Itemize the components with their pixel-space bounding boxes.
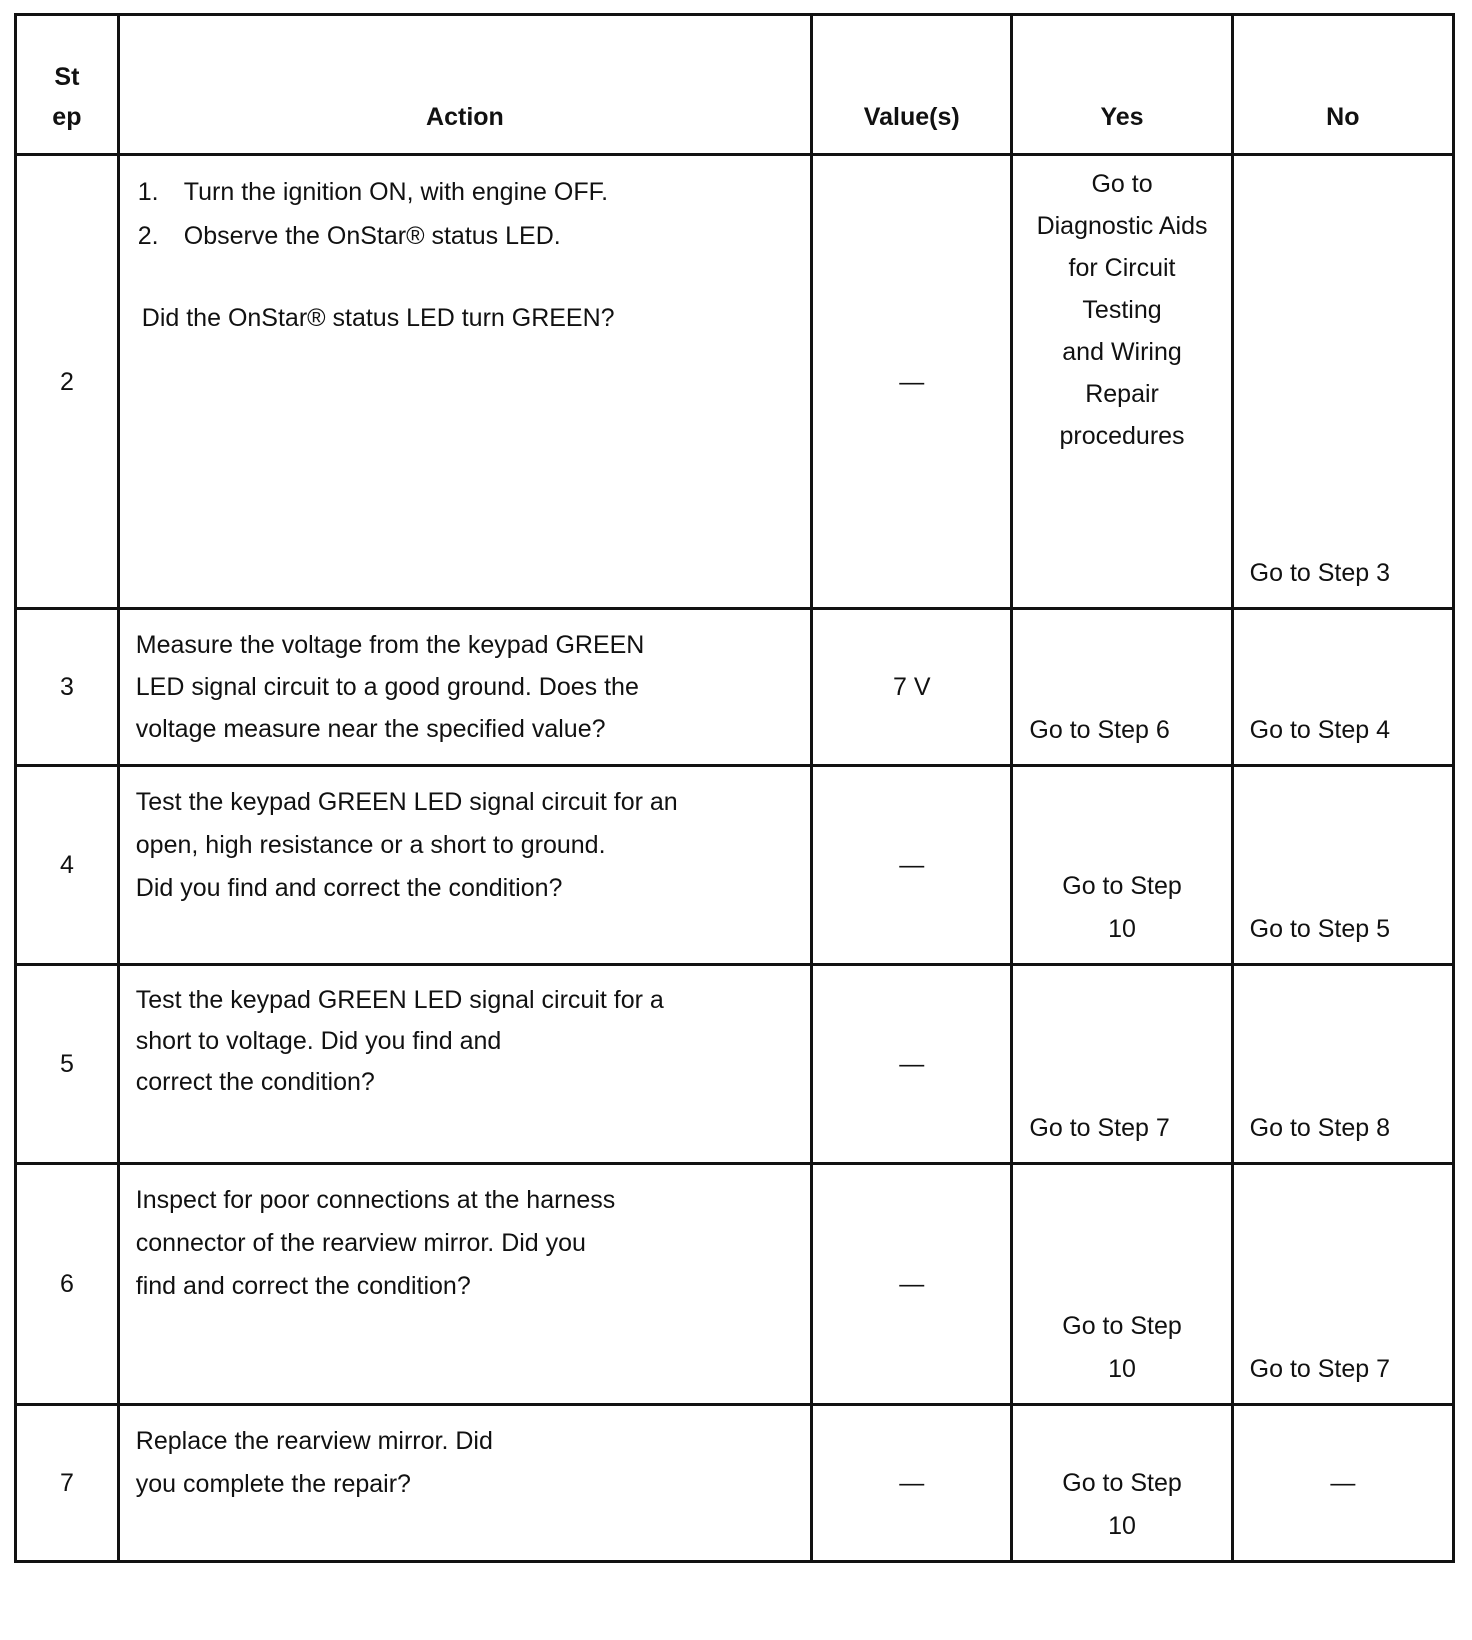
no-link: Go to Step 4 bbox=[1249, 716, 1391, 744]
header-step: St ep bbox=[16, 15, 119, 155]
no-cell bbox=[1232, 609, 1453, 766]
yes-link: Go to Step 7 bbox=[1029, 1114, 1170, 1142]
value-cell: — bbox=[812, 965, 1012, 1164]
no-link: Go to Step 3 bbox=[1249, 559, 1391, 587]
action-steps-list bbox=[136, 170, 800, 258]
no-link: — bbox=[1330, 1469, 1356, 1497]
table-row bbox=[16, 965, 1454, 1164]
header-no: No bbox=[1232, 15, 1453, 155]
diagnostic-table bbox=[14, 13, 1455, 1563]
step-number: 7 bbox=[16, 1405, 119, 1562]
yes-cell bbox=[1012, 1164, 1232, 1405]
table-row bbox=[16, 1405, 1454, 1562]
action-question: Did the OnStar® status LED turn GREEN? bbox=[141, 304, 615, 332]
no-cell bbox=[1232, 766, 1453, 965]
value-cell: 7 V bbox=[812, 609, 1012, 766]
yes-cell bbox=[1012, 1405, 1232, 1562]
value-cell: — bbox=[812, 1164, 1012, 1405]
header-yes: Yes bbox=[1012, 15, 1232, 155]
no-cell bbox=[1232, 1164, 1453, 1405]
no-link: Go to Step 5 bbox=[1249, 915, 1391, 943]
yes-link: Go to Step 10 bbox=[1062, 1312, 1182, 1383]
no-link: Go to Step 8 bbox=[1249, 1114, 1391, 1142]
no-cell bbox=[1232, 965, 1453, 1164]
yes-cell bbox=[1012, 965, 1232, 1164]
action-cell: Test the keypad GREEN LED signal circuit for a short to voltage. Did you find and correct the condition? bbox=[118, 965, 811, 1164]
step-number: 4 bbox=[16, 766, 119, 965]
yes-cell bbox=[1012, 609, 1232, 766]
list-item: 1. Turn the ignition ON, with engine OFF. bbox=[137, 178, 609, 206]
action-cell: Inspect for poor connections at the harness connector of the rearview mirror. Did you find and correct the condition? bbox=[118, 1164, 811, 1405]
step-number: 5 bbox=[16, 965, 119, 1164]
step-number: 6 bbox=[16, 1164, 119, 1405]
value-cell: — bbox=[812, 1405, 1012, 1562]
header-values: Value(s) bbox=[812, 15, 1012, 155]
step-number: 3 bbox=[16, 609, 119, 766]
yes-link: Go to Step 10 bbox=[1062, 1469, 1182, 1540]
table-row bbox=[16, 1164, 1454, 1405]
no-cell bbox=[1232, 155, 1453, 609]
no-cell bbox=[1232, 1405, 1453, 1562]
step-number: 2 bbox=[16, 155, 119, 609]
action-cell bbox=[118, 155, 811, 609]
table-row bbox=[16, 155, 1454, 609]
yes-link: Go to Step 10 bbox=[1062, 872, 1182, 943]
header-action: Action bbox=[118, 15, 811, 155]
header-row bbox=[16, 15, 1454, 155]
list-item: 2. Observe the OnStar® status LED. bbox=[137, 222, 561, 250]
no-link: Go to Step 7 bbox=[1249, 1355, 1391, 1383]
action-cell: Replace the rearview mirror. Did you complete the repair? bbox=[118, 1405, 811, 1562]
yes-cell bbox=[1012, 766, 1232, 965]
action-cell: Measure the voltage from the keypad GREEN LED signal circuit to a good ground. Does the voltage measure near the specified value? bbox=[118, 609, 811, 766]
yes-cell: Go to Diagnostic Aids for Circuit Testing and Wiring Repair procedures bbox=[1012, 155, 1232, 609]
value-cell: — bbox=[812, 766, 1012, 965]
value-cell: — bbox=[812, 155, 1012, 609]
table-row bbox=[16, 609, 1454, 766]
yes-link: Go to Step 6 bbox=[1029, 716, 1170, 744]
table-row bbox=[16, 766, 1454, 965]
action-cell: Test the keypad GREEN LED signal circuit for an open, high resistance or a short to ground. Did you find and correct the condition? bbox=[118, 766, 811, 965]
